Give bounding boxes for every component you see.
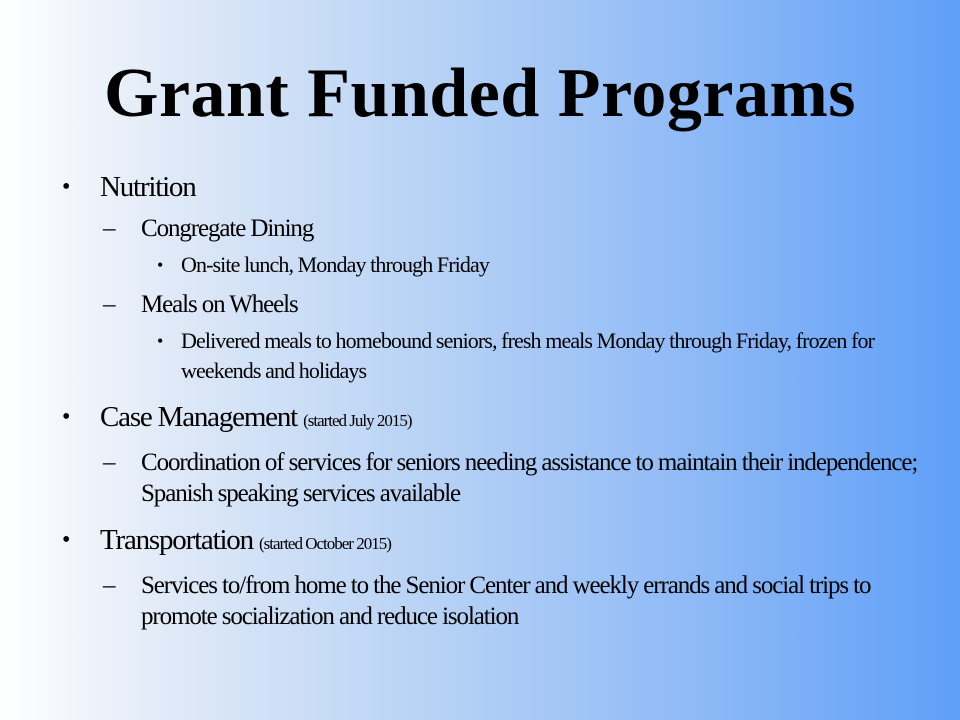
bullet-meals-on-wheels bbox=[103, 289, 940, 320]
case-management-label: Case Management bbox=[100, 401, 298, 433]
bullet-congregate-detail bbox=[155, 250, 940, 280]
bullet-case-management bbox=[60, 400, 940, 438]
bullet-nutrition bbox=[60, 170, 940, 204]
case-management-note: (started July 2015) bbox=[303, 411, 412, 430]
bullet-congregate-dining bbox=[103, 213, 940, 244]
congregate-detail-text: On-site lunch, Monday through Friday bbox=[181, 252, 489, 277]
bullet-case-management-detail bbox=[103, 447, 940, 509]
bullet-dot-icon: • bbox=[62, 527, 70, 553]
bullet-dash-icon: – bbox=[103, 572, 115, 599]
bullet-dash-icon: – bbox=[103, 291, 115, 318]
bullet-transportation bbox=[60, 523, 940, 561]
transportation-note: (started October 2015) bbox=[258, 534, 391, 553]
bullet-transportation-detail bbox=[103, 570, 940, 632]
congregate-dining-label: Congregate Dining bbox=[141, 215, 314, 242]
bullet-dot-icon: • bbox=[157, 331, 163, 351]
bullet-dash-icon: – bbox=[103, 215, 115, 242]
meals-on-wheels-label: Meals on Wheels bbox=[141, 291, 298, 318]
nutrition-label: Nutrition bbox=[100, 171, 196, 203]
slide-content bbox=[60, 162, 940, 632]
slide-title: Grant Funded Programs bbox=[104, 55, 856, 132]
transportation-label: Transportation bbox=[100, 524, 253, 556]
bullet-dot-icon: • bbox=[62, 174, 70, 200]
bullet-dot-icon: • bbox=[157, 255, 163, 275]
bullet-dash-icon: – bbox=[103, 449, 115, 476]
transportation-detail-text: Services to/from home to the Senior Center and weekly errands and social trips to promote socialization and reduce isolation bbox=[141, 572, 871, 630]
case-management-detail-text: Coordination of services for seniors needing assistance to maintain their independence; Spanish speaking services available bbox=[141, 449, 918, 507]
meals-detail-text: Delivered meals to homebound seniors, fresh meals Monday through Friday, frozen for weekends and holidays bbox=[181, 328, 875, 383]
bullet-dot-icon: • bbox=[62, 404, 70, 430]
bullet-meals-detail bbox=[155, 326, 940, 386]
